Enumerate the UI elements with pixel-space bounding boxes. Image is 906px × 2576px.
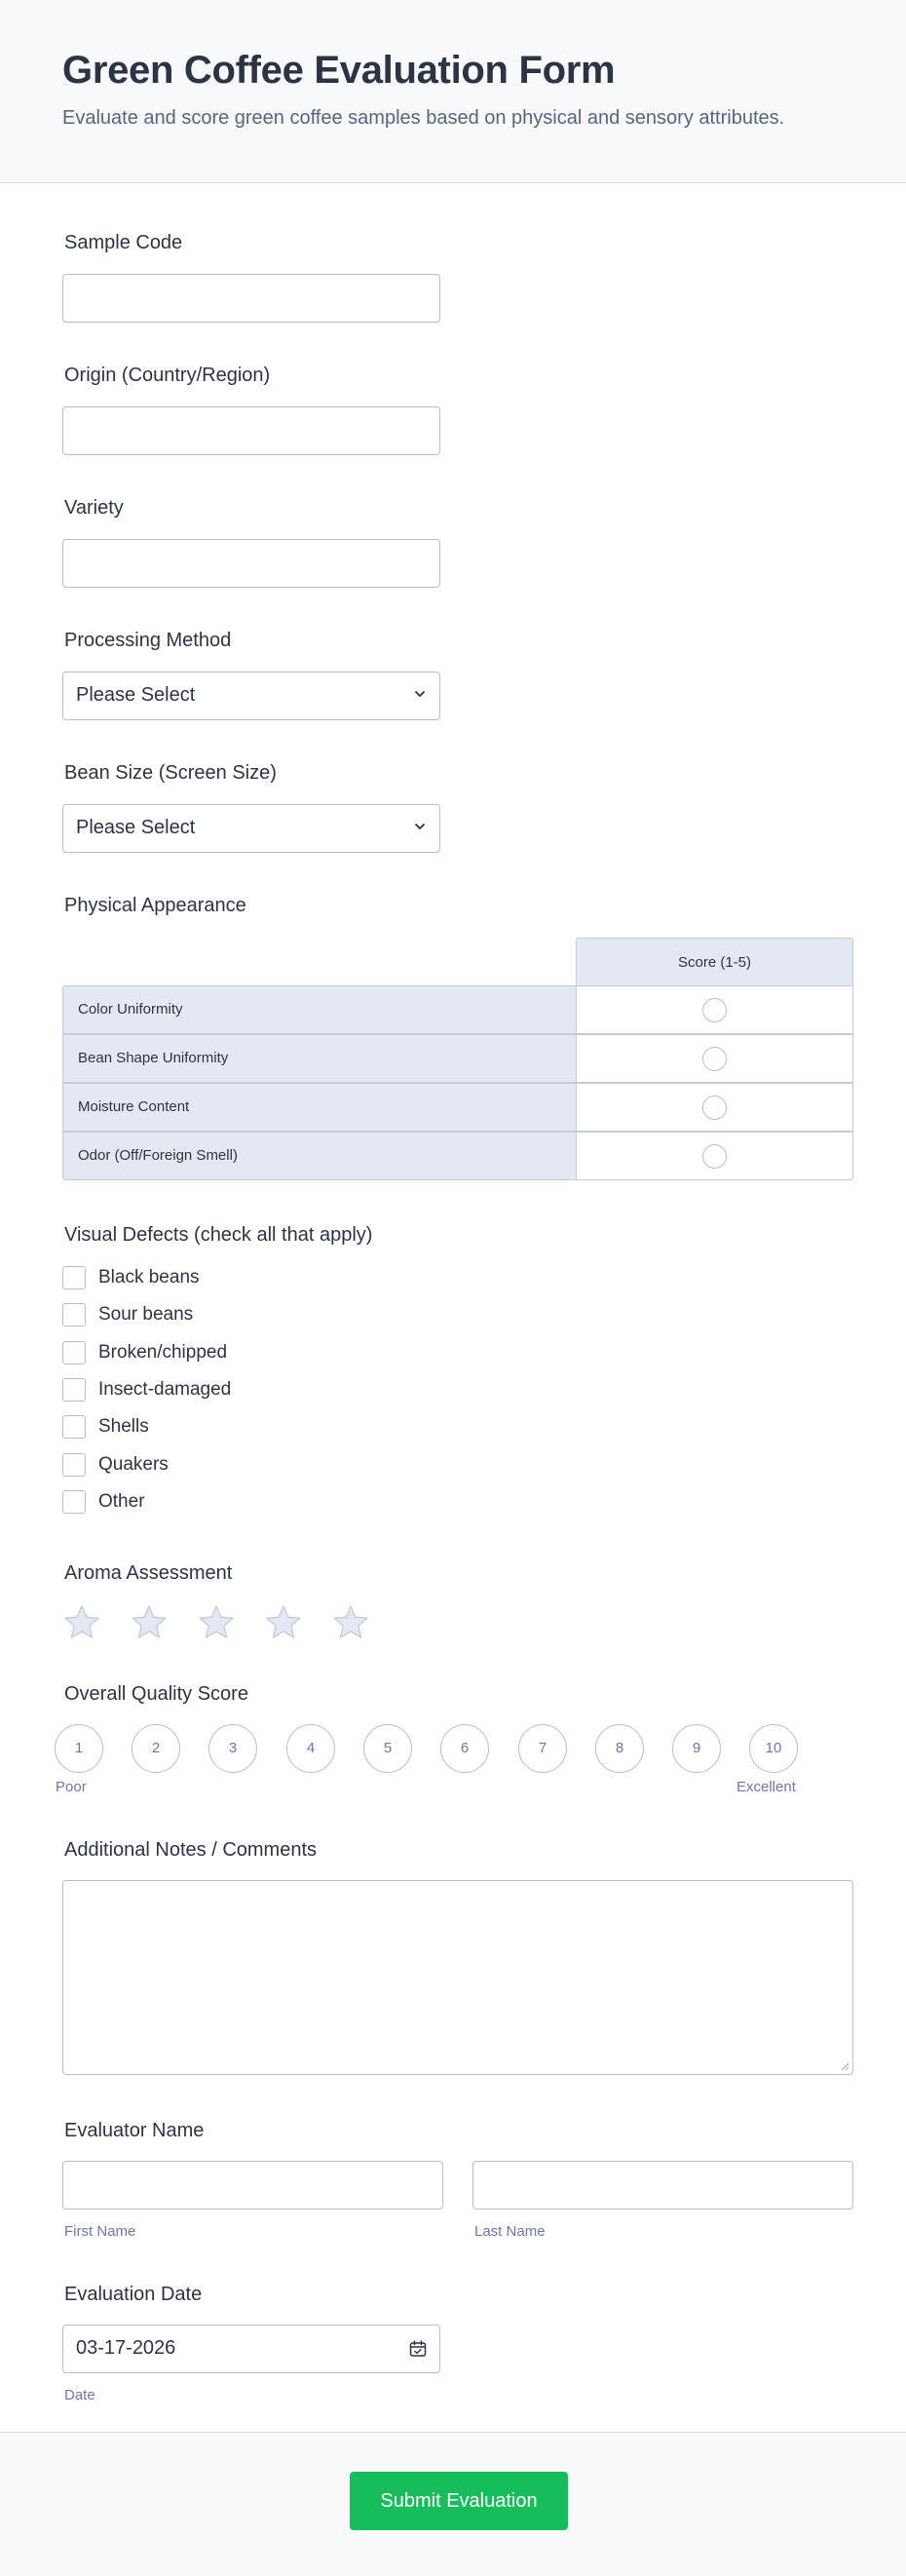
bean-size-label: Bean Size (Screen Size) xyxy=(64,762,277,784)
resize-handle-icon[interactable] xyxy=(840,2061,849,2071)
scale-option-9[interactable]: 9 xyxy=(672,1724,721,1773)
scale-low-label: Poor xyxy=(56,1779,87,1795)
processing-method-label: Processing Method xyxy=(64,630,232,651)
scale-option-10[interactable]: 10 xyxy=(749,1724,798,1773)
chevron-down-icon xyxy=(412,819,428,834)
checkbox[interactable] xyxy=(62,1490,86,1514)
quality-score-label: Overall Quality Score xyxy=(64,1683,248,1705)
matrix-row-label: Bean Shape Uniformity xyxy=(62,1034,577,1083)
matrix-cell xyxy=(576,1083,853,1132)
score-radio[interactable] xyxy=(702,1096,727,1120)
scale-option-5[interactable]: 5 xyxy=(363,1724,412,1773)
matrix-row-label: Color Uniformity xyxy=(62,985,577,1034)
checkbox[interactable] xyxy=(62,1303,86,1326)
aroma-label: Aroma Assessment xyxy=(64,1562,233,1584)
physical-appearance-label: Physical Appearance xyxy=(64,895,246,916)
calendar-icon[interactable] xyxy=(408,2339,428,2359)
processing-method-selected: Please Select xyxy=(76,684,196,706)
sample-code-input[interactable] xyxy=(62,274,440,323)
sample-code-label: Sample Code xyxy=(64,232,183,253)
matrix-row xyxy=(62,1132,853,1180)
evaluation-date-input[interactable] xyxy=(62,2325,440,2373)
matrix-row-label: Odor (Off/Foreign Smell) xyxy=(62,1132,577,1180)
star-icon[interactable] xyxy=(264,1603,303,1642)
score-radio[interactable] xyxy=(702,1047,727,1071)
defect-option-label: Insect-damaged xyxy=(98,1379,232,1400)
star-icon[interactable] xyxy=(62,1603,101,1642)
scale-option-7[interactable]: 7 xyxy=(518,1724,567,1773)
defect-option-label: Other xyxy=(98,1491,145,1512)
checkbox[interactable] xyxy=(62,1453,86,1477)
evaluation-date-value: 03-17-2026 xyxy=(76,2337,176,2359)
scale-option-4[interactable]: 4 xyxy=(286,1724,335,1773)
defect-option-label: Sour beans xyxy=(98,1304,194,1325)
matrix-row xyxy=(62,1034,853,1083)
origin-input[interactable] xyxy=(62,406,440,455)
form-subtitle: Evaluate and score green coffee samples based on physical and sensory attributes. xyxy=(62,107,785,129)
score-radio[interactable] xyxy=(702,1144,727,1169)
matrix-cell xyxy=(576,1132,853,1180)
star-icon[interactable] xyxy=(130,1603,169,1642)
defect-option-label: Broken/chipped xyxy=(98,1342,228,1363)
visual-defects-label: Visual Defects (check all that apply) xyxy=(64,1224,373,1246)
scale-option-3[interactable]: 3 xyxy=(208,1724,257,1773)
evaluator-name-label: Evaluator Name xyxy=(64,2120,205,2141)
submit-button[interactable]: Submit Evaluation xyxy=(350,2472,568,2530)
chevron-down-icon xyxy=(412,686,428,702)
checkbox[interactable] xyxy=(62,1266,86,1289)
star-icon[interactable] xyxy=(197,1603,236,1642)
matrix-cell xyxy=(576,985,853,1034)
scale-option-8[interactable]: 8 xyxy=(595,1724,644,1773)
first-name-sublabel: First Name xyxy=(64,2223,136,2240)
defect-option-label: Quakers xyxy=(98,1454,169,1475)
score-radio[interactable] xyxy=(702,998,727,1022)
matrix-cell xyxy=(576,1034,853,1083)
checkbox[interactable] xyxy=(62,1415,86,1439)
checkbox[interactable] xyxy=(62,1341,86,1365)
evaluation-date-label: Evaluation Date xyxy=(64,2284,203,2305)
origin-label: Origin (Country/Region) xyxy=(64,365,271,386)
physical-appearance-matrix xyxy=(62,938,853,1180)
defect-option-label: Shells xyxy=(98,1416,149,1437)
scale-high-label: Excellent xyxy=(736,1779,796,1795)
matrix-column-header: Score (1-5) xyxy=(576,938,853,986)
defect-option-label: Black beans xyxy=(98,1267,200,1288)
star-icon[interactable] xyxy=(331,1603,370,1642)
scale-option-2[interactable]: 2 xyxy=(132,1724,180,1773)
form-footer xyxy=(0,2432,906,2576)
first-name-input[interactable] xyxy=(62,2161,443,2210)
variety-input[interactable] xyxy=(62,539,440,588)
checkbox[interactable] xyxy=(62,1378,86,1402)
last-name-sublabel: Last Name xyxy=(474,2223,546,2240)
matrix-row-label: Moisture Content xyxy=(62,1083,577,1132)
evaluation-date-sublabel: Date xyxy=(64,2387,95,2403)
matrix-row xyxy=(62,1083,853,1132)
notes-label: Additional Notes / Comments xyxy=(64,1839,318,1861)
scale-option-6[interactable]: 6 xyxy=(440,1724,489,1773)
variety-label: Variety xyxy=(64,497,124,519)
processing-method-select[interactable] xyxy=(62,672,440,720)
bean-size-selected: Please Select xyxy=(76,817,196,838)
notes-textarea[interactable] xyxy=(62,1880,853,2075)
form-title: Green Coffee Evaluation Form xyxy=(62,49,616,92)
last-name-input[interactable] xyxy=(472,2161,853,2210)
scale-option-1[interactable]: 1 xyxy=(55,1724,103,1773)
form-header xyxy=(0,0,906,183)
matrix-row xyxy=(62,985,853,1034)
bean-size-select[interactable] xyxy=(62,804,440,853)
